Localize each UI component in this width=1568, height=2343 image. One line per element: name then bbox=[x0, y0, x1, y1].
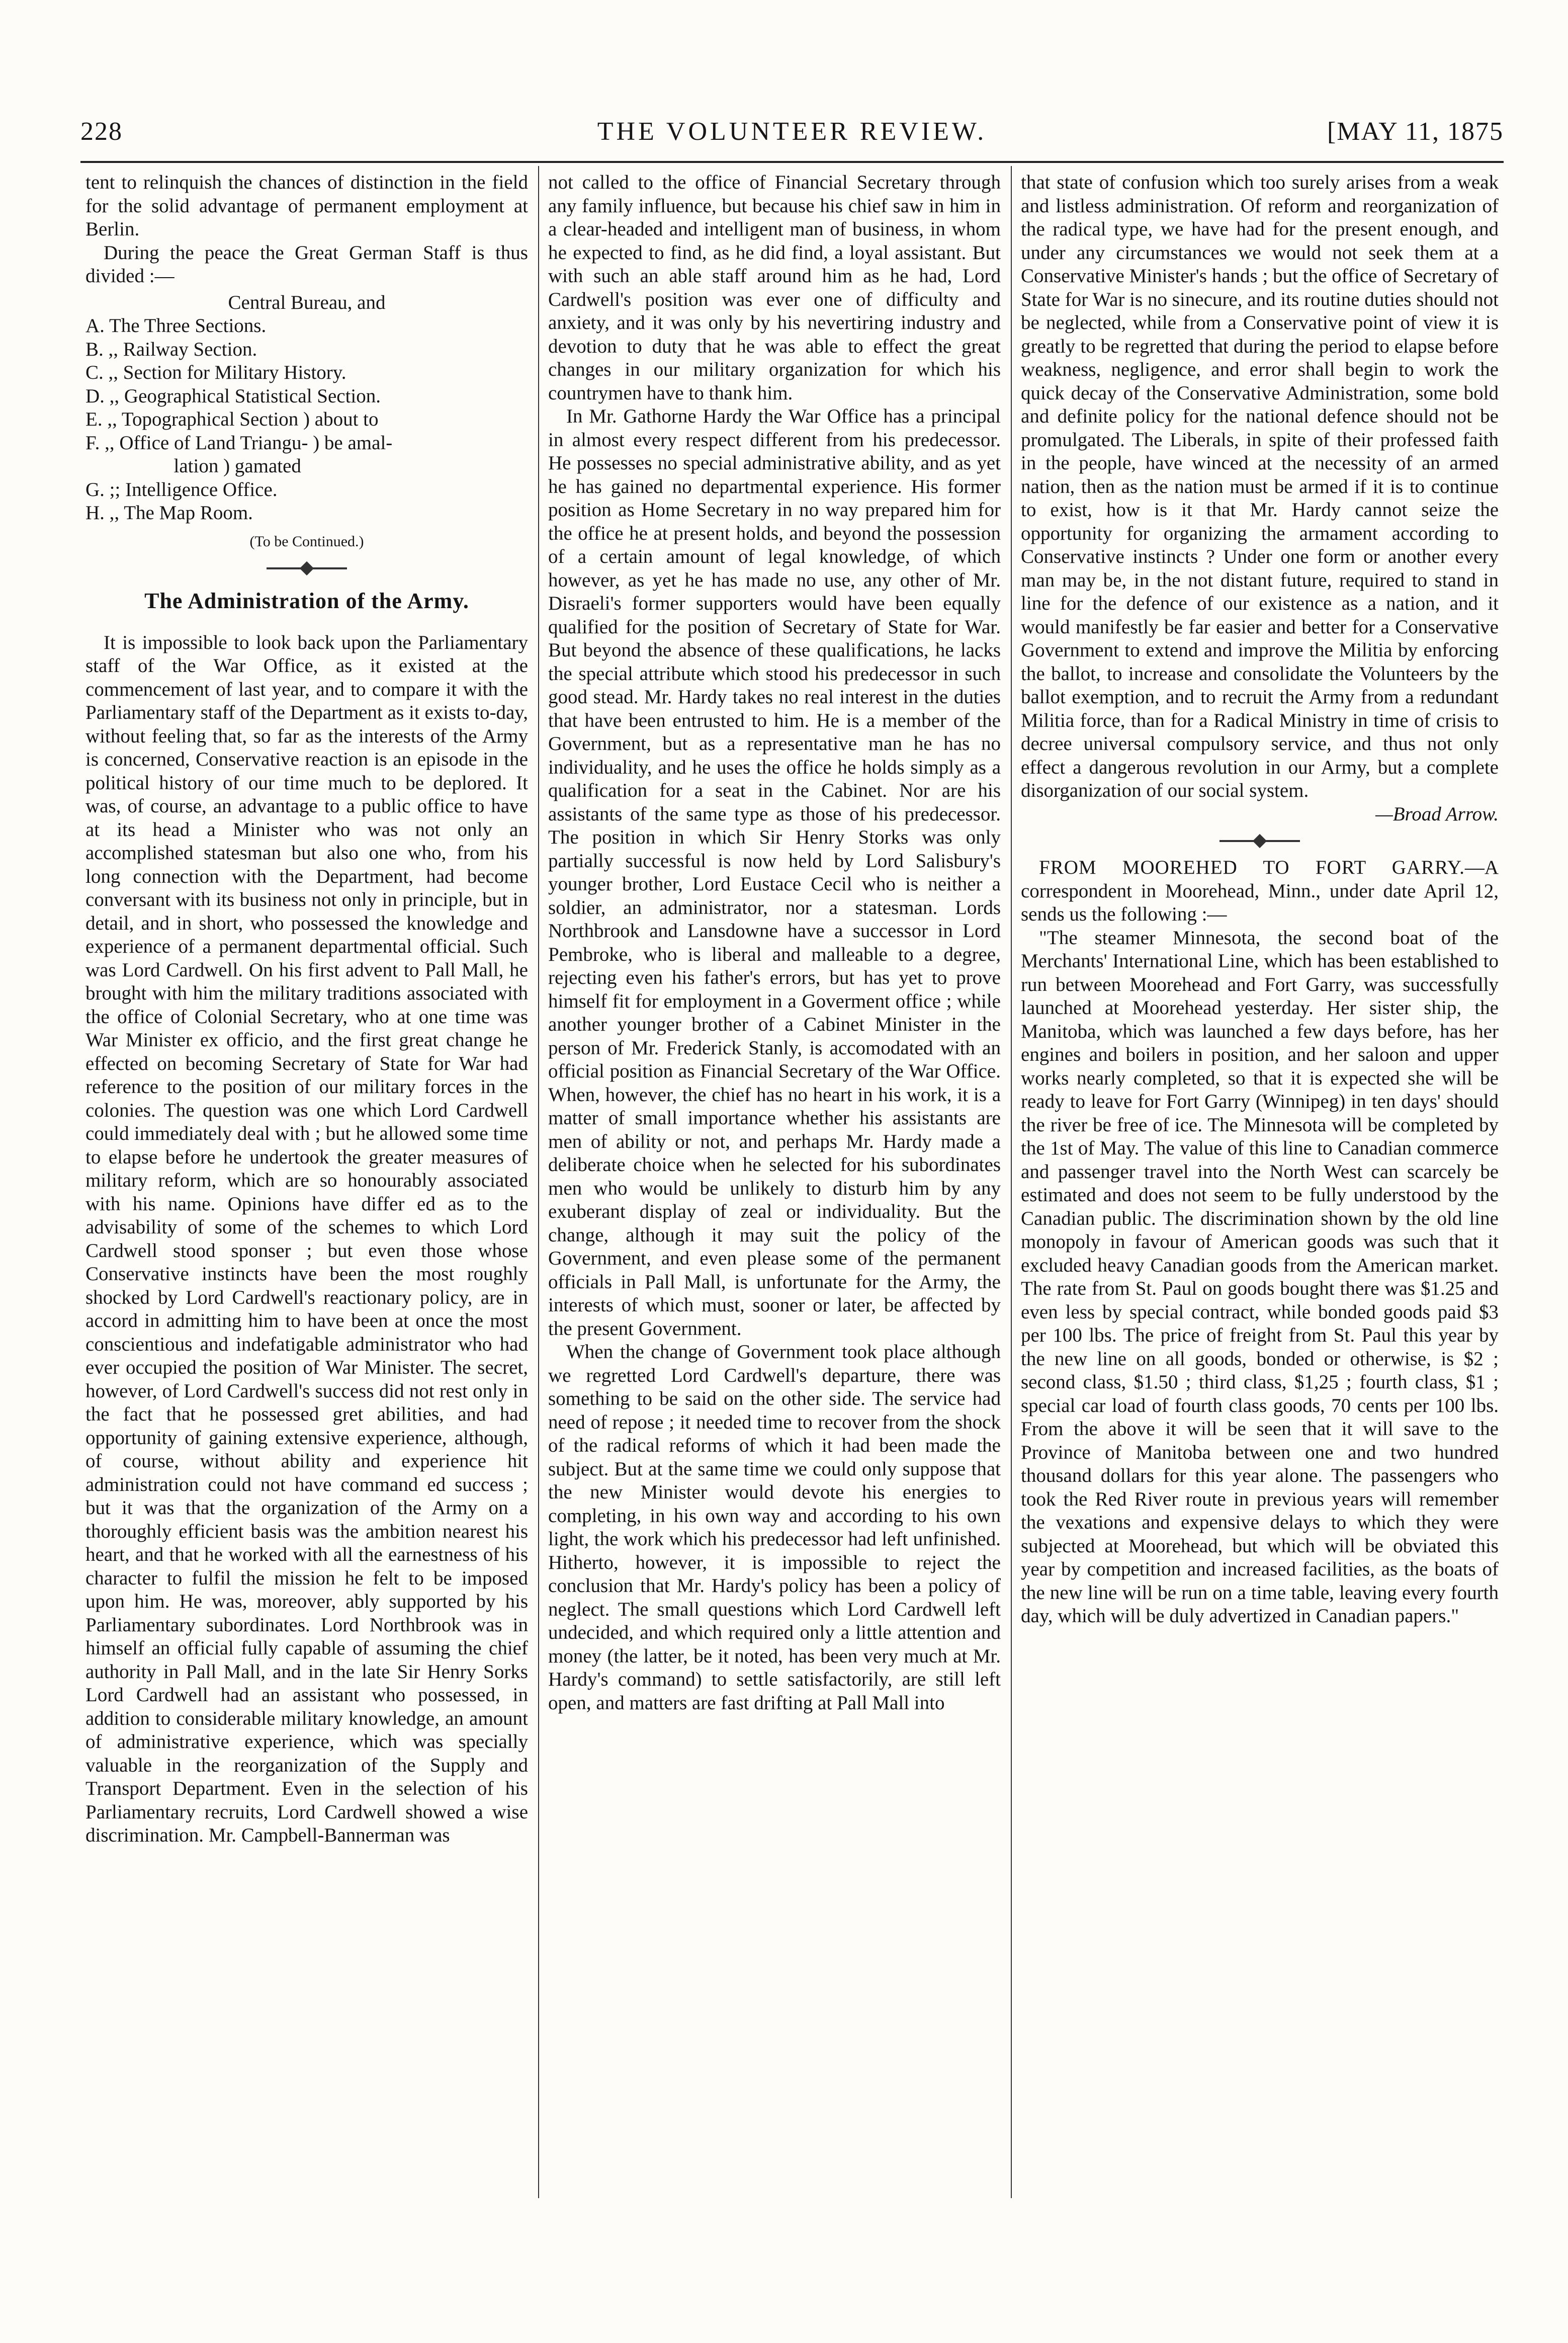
list-item: C. ,, Section for Military History. bbox=[85, 362, 346, 383]
article-paragraph: not called to the office of Financial Secretary through any family influence, but because his chief saw in him in a clear-headed and intelligent man of business, in whom he expected to find, as he did find, a loyal assistant. But with such an able staff around him as he had, Lord Cardwell's position was ever one of difficulty and anxiety, and it was only by his nevertiring industry and devotion to duty that he was able to effect the great changes in our military organization for which his countrymen have to thank him. bbox=[548, 172, 1001, 404]
column-2 bbox=[548, 171, 1001, 1715]
list-heading: Central Bureau, and bbox=[228, 291, 386, 313]
column-rule-1 bbox=[538, 166, 539, 2198]
column-1 bbox=[85, 171, 528, 1848]
staff-division-list bbox=[85, 291, 528, 525]
list-item: G. ;; Intelligence Office. bbox=[85, 478, 278, 500]
article-signature: —Broad Arrow. bbox=[1375, 803, 1499, 825]
issue-date: [MAY 11, 1875 bbox=[1327, 117, 1504, 146]
news-item-heading: FROM MOOREHED TO FORT GARRY. bbox=[1039, 857, 1465, 878]
list-item: E. ,, Topographical Section ) about to bbox=[85, 408, 379, 430]
article-paragraph: In Mr. Gathorne Hardy the War Office has a principal in almost every respect different from his predecessor. He possesses no special administrative ability, and as yet he has gained no departmental experience. His former position as Home Secretary in no way prepared him for the office he at present holds, and beyond the possession of a certain amount of legal knowledge, of which however, as yet he has made no use, any other of Mr. Disraeli's former supporters would have been equally qualified for the position of Secretary of State for War. But beyond the absence of these qualifications, he lacks the special attribute which stood his predecessor in such good stead. Mr. Hardy takes no real interest in the duties that have been entrusted to him. He is a member of the Government, but as a representative man he has no individuality, and he uses the office he holds simply as a qualification for a seat in the Cabinet. Nor are his assistants of the same type as those of his predecessor. The position in which Sir Henry Storks was only partially successful is now held by Lord Salisbury's younger brother, Lord Eustace Cecil who is neither a soldier, an administrator, nor a statesman. Lords Northbrook and Lansdowne have a successor in Lord Pembroke, who is liberal and malleable to a degree, rejecting even his father's errors, but has yet to prove himself fit for employment in a Goverment office ; while another younger brother of a Cabinet Minister in the person of Mr. Frederick Stanly, is accomodated with an official position as Financial Secretary of the War Office. When, however, the chief has no heart in his work, it is a matter of small importance whether his assistants are men of ability or not, and perhaps Mr. Hardy made a deliberate choice when he selected for his subordinates men who would be unlikely to disturb him by any exuberant display of zeal or individuality. But the change, although it may suit the policy of the Government, and even please some of the permanent officials in Pall Mall, is unfortunate for the Army, the interests of which must, sooner or later, be affected by the present Government. bbox=[548, 405, 1001, 1340]
continued-paragraph: tent to relinquish the chances of distinction in the field for the solid advantage of permanent employment at Berlin. bbox=[85, 172, 528, 240]
column-rule-2 bbox=[1011, 166, 1012, 2198]
staff-intro: During the peace the Great German Staff is thus divided :— bbox=[85, 241, 528, 287]
list-item: H. ,, The Map Room. bbox=[85, 502, 253, 524]
article-paragraph: that state of confusion which too surely arises from a weak and listless administration. Of reform and reorganization of the radical type, we have had for the present enough, and under any circumstances we would not seek them at a Conservative Minister's hands ; but the office of Secretary of State for War is no sinecure, and its routine duties should not be neglected, while from a Conservative point of view it is greatly to be regretted that during the period to elapse before weakness, negligence, and error shall begin to work the quick decay of the Conservative Administration, some bold and definite policy for the national defence should not be promulgated. The Liberals, in spite of their professed faith in the people, have winced at the necessity of an armed nation, then as the nation must be armed if it is to continue to exist, how is it that Mr. Hardy cannot seize the opportunity for organizing the armament according to Conservative instincts ? Under one form or another every man may be, in the not distant future, required to stand in line for the defence of our existence as a nation, and it would manifestly be far easier and better for a Conservative Government to extend and improve the Militia by enforcing the ballot, to increase and consolidate the Volunteers by the ballot exemption, and to recruit the Army from a redundant Militia force, than for a Radical Ministry in time of crisis to decree universal compulsory service, and thus not only effect a dangerous revolution in our Army, but a complete disorganization of our social system. bbox=[1021, 172, 1499, 801]
news-item-body: "The steamer Minnesota, the second boat of the Merchants' International Line, which has been established to run between Moorehead and Fort Garry, was successfully launched at Moorehead yesterday. Her sister ship, the Manitoba, which was launched a few days before, has her engines and boilers in position, and her saloon and upper works nearly completed, so that it is expected she will be ready to leave for Fort Garry (Winnipeg) in ten days' should the river be free of ice. The Minnesota will be completed by the 1st of May. The value of this line to Canadian commerce and passenger travel into the North West can scarcely be estimated and does not seem to be fully understood by the Canadian public. The discrimination shown by the old line monopoly in favour of American goods was such that it excluded heavy Canadian goods from the American market. The rate from St. Paul on goods bought there was $1.25 and even less by special contract, while bonded goods paid $3 per 100 lbs. The price of freight from St. Paul this year by the new line on all goods, bonded or otherwise, is $2 ; second class, $1.50 ; third class, $1,25 ; fourth class, $1 ; special car load of fourth class goods, 70 cents per 100 lbs. From the above it will be seen that it will save to the Province of Manitoba between one and two hundred thousand dollars for this year alone. The passengers who took the Red River route in previous years will remember the vexations and expensive delays to which they were subjected at Moorehead, but which will be obviated this year by competition and increased facilities, as the boats of the new line will be run on a time table, leaving every fourth day, which will be duly advertized in Canadian papers." bbox=[1021, 927, 1499, 1627]
page-number: 228 bbox=[80, 117, 123, 146]
publication-title: THE VOLUNTEER REVIEW. bbox=[597, 117, 987, 146]
article-paragraph: When the change of Government took place although we regretted Lord Cardwell's departure, there was something to be said on the other side. The service had need of repose ; it needed time to recover from the shock of the radical reforms of which it had been made the subject. But at the same time we could only suppose that the new Minister would devote his energies to completing, in his own way and according to his own light, the work which his predecessor had left unfinished. Hitherto, however, it is impossible to reject the conclusion that Mr. Hardy's policy has been a policy of neglect. The small questions which Lord Cardwell left undecided, and which required only a little attention and money (the latter, be it noted, has been very much at Mr. Hardy's command) to settle satisfactorily, are still left open, and matters are fast drifting at Pall Mall into bbox=[548, 1341, 1001, 1714]
column-3 bbox=[1021, 171, 1499, 1628]
section-ornament bbox=[1219, 840, 1300, 842]
section-ornament bbox=[267, 567, 347, 569]
list-item: F. ,, Office of Land Triangu- ) be amal- bbox=[85, 432, 393, 454]
continued-note: (To be Continued.) bbox=[249, 533, 364, 550]
list-item: D. ,, Geographical Statistical Section. bbox=[85, 385, 381, 407]
page-header bbox=[80, 117, 1504, 157]
list-item: B. ,, Railway Section. bbox=[85, 338, 257, 360]
list-item: A. The Three Sections. bbox=[85, 315, 267, 337]
list-item: lation ) gamated bbox=[85, 455, 301, 477]
news-item-lead: FROM MOOREHED TO FORT GARRY.—A correspondent in Moorehead, Minn., under date April 12, sends us the following :— bbox=[1021, 857, 1499, 925]
header-rule bbox=[80, 161, 1504, 163]
article-title: The Administration of the Army. bbox=[144, 589, 469, 613]
article-paragraph: It is impossible to look back upon the Parliamentary staff of the War Office, as it existed at the commencement of last year, and to compare it with the Parliamentary staff of the Department as it exists to-day, without feeling that, so far as the interests of the Army is concerned, Conservative reaction is an episode in the political history of our time much to be deplored. It was, of course, an advantage to a public office to have at its head a Minister who was not only an accomplished statesman but also one who, from his long connection with the Department, had become conversant with its business not only in principle, but in detail, and in short, who possessed the knowledge and experience of a permanent departmental official. Such was Lord Cardwell. On his first advent to Pall Mall, he brought with him the military traditions associated with the office of Colonial Secretary, who at one time was War Minister ex officio, and the first great change he effected on becoming Secretary of State for War had reference to the position of our military forces in the colonies. The question was one which Lord Cardwell could immediately deal with ; but he allowed some time to elapse before he undertook the greater measures of military reform, which are so honourably associated with his name. Opinions have differ ed as to the advisability of some of the schemes to which Lord Cardwell stood sponser ; but even those whose Conservative instincts have been the most roughly shocked by Lord Cardwell's reactionary policy, are in accord in admitting him to have been at once the most conscientious and indefatigable administrator who had ever occupied the position of War Minister. The secret, however, of Lord Cardwell's success did not rest only in the fact that he possessed gret abilities, and had opportunity of gaining extensive experience, although, of course, without ability and experience hit administration could not have command ed success ; but it was that the organization of the Army on a thoroughly efficient basis was the ambition nearest his heart, and that he worked with all the earnestness of his character to fulfil the mission he felt to be imposed upon him. He was, moreover, ably supported by his Parliamentary subordinates. Lord Northbrook was in himself an official fully capable of assuming the chief authority in Pall Mall, and in the late Sir Henry Sorks Lord Cardwell had an assistant who possessed, in addition to considerable military knowledge, an amount of administrative experience, which was specially valuable in the reorganization of the Supply and Transport Department. Even in the selection of his Parliamentary recruits, Lord Cardwell showed a wise discrimination. Mr. Campbell-Bannerman was bbox=[85, 631, 528, 1846]
